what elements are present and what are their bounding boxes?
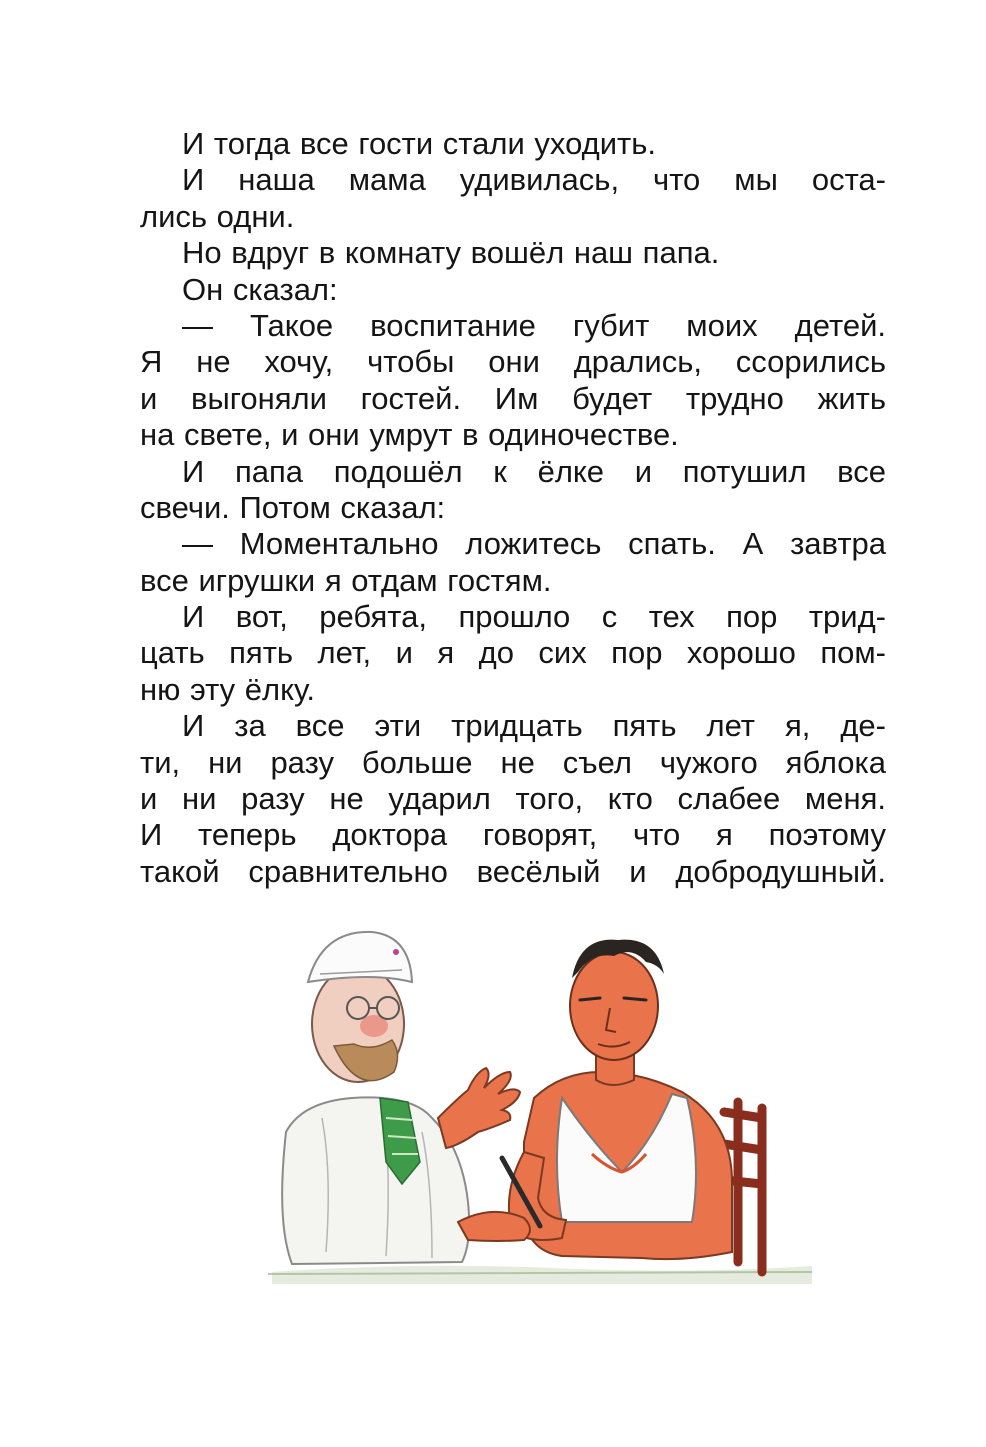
text-line: и ни разу не ударил того, кто слабее меня. bbox=[140, 781, 886, 817]
illustration-doctor-patient bbox=[262, 922, 818, 1290]
text-line: Он сказал: bbox=[182, 271, 338, 307]
text-line: все игрушки я отдам гостям. bbox=[140, 562, 552, 598]
text-line: цать пять лет, и я до сих пор хорошо пом- bbox=[140, 635, 886, 671]
story-text bbox=[140, 126, 886, 890]
text-line: И тогда все гости стали уходить. bbox=[182, 126, 656, 161]
ground-wash bbox=[272, 1266, 812, 1284]
text-line: И за все эти тридцать пять лет я, де- bbox=[182, 708, 886, 744]
text-line: И вот, ребята, прошло с тех пор трид- bbox=[182, 599, 886, 635]
patient bbox=[509, 940, 732, 1260]
text-line: И наша мама удивилась, что мы оста- bbox=[182, 162, 886, 198]
text-line: И папа подошёл к ёлке и потушил все bbox=[182, 453, 886, 489]
text-line: — Моментально ложитесь спать. А завтра bbox=[182, 526, 886, 562]
text-line: — Такое воспитание губит моих детей. bbox=[182, 307, 886, 343]
text-line: на свете, и они умрут в одиночестве. bbox=[140, 417, 679, 453]
text-line: И теперь доктора говорят, что я поэтому bbox=[140, 817, 886, 853]
text-line: ню эту ёлку. bbox=[140, 671, 316, 707]
text-line: ти, ни разу больше не съел чужого яблока bbox=[140, 744, 886, 780]
text-line: и выгоняли гостей. Им будет трудно жить bbox=[140, 380, 886, 416]
text-line: Но вдруг в комнату вошёл наш папа. bbox=[182, 235, 720, 271]
text-line: такой сравнительно весёлый и добродушный. bbox=[140, 853, 886, 889]
doctor bbox=[282, 932, 540, 1264]
text-line: лись одни. bbox=[140, 198, 295, 234]
text-line: свечи. Потом сказал: bbox=[140, 489, 446, 525]
text-line: Я не хочу, чтобы они дрались, ссорились bbox=[140, 344, 886, 380]
